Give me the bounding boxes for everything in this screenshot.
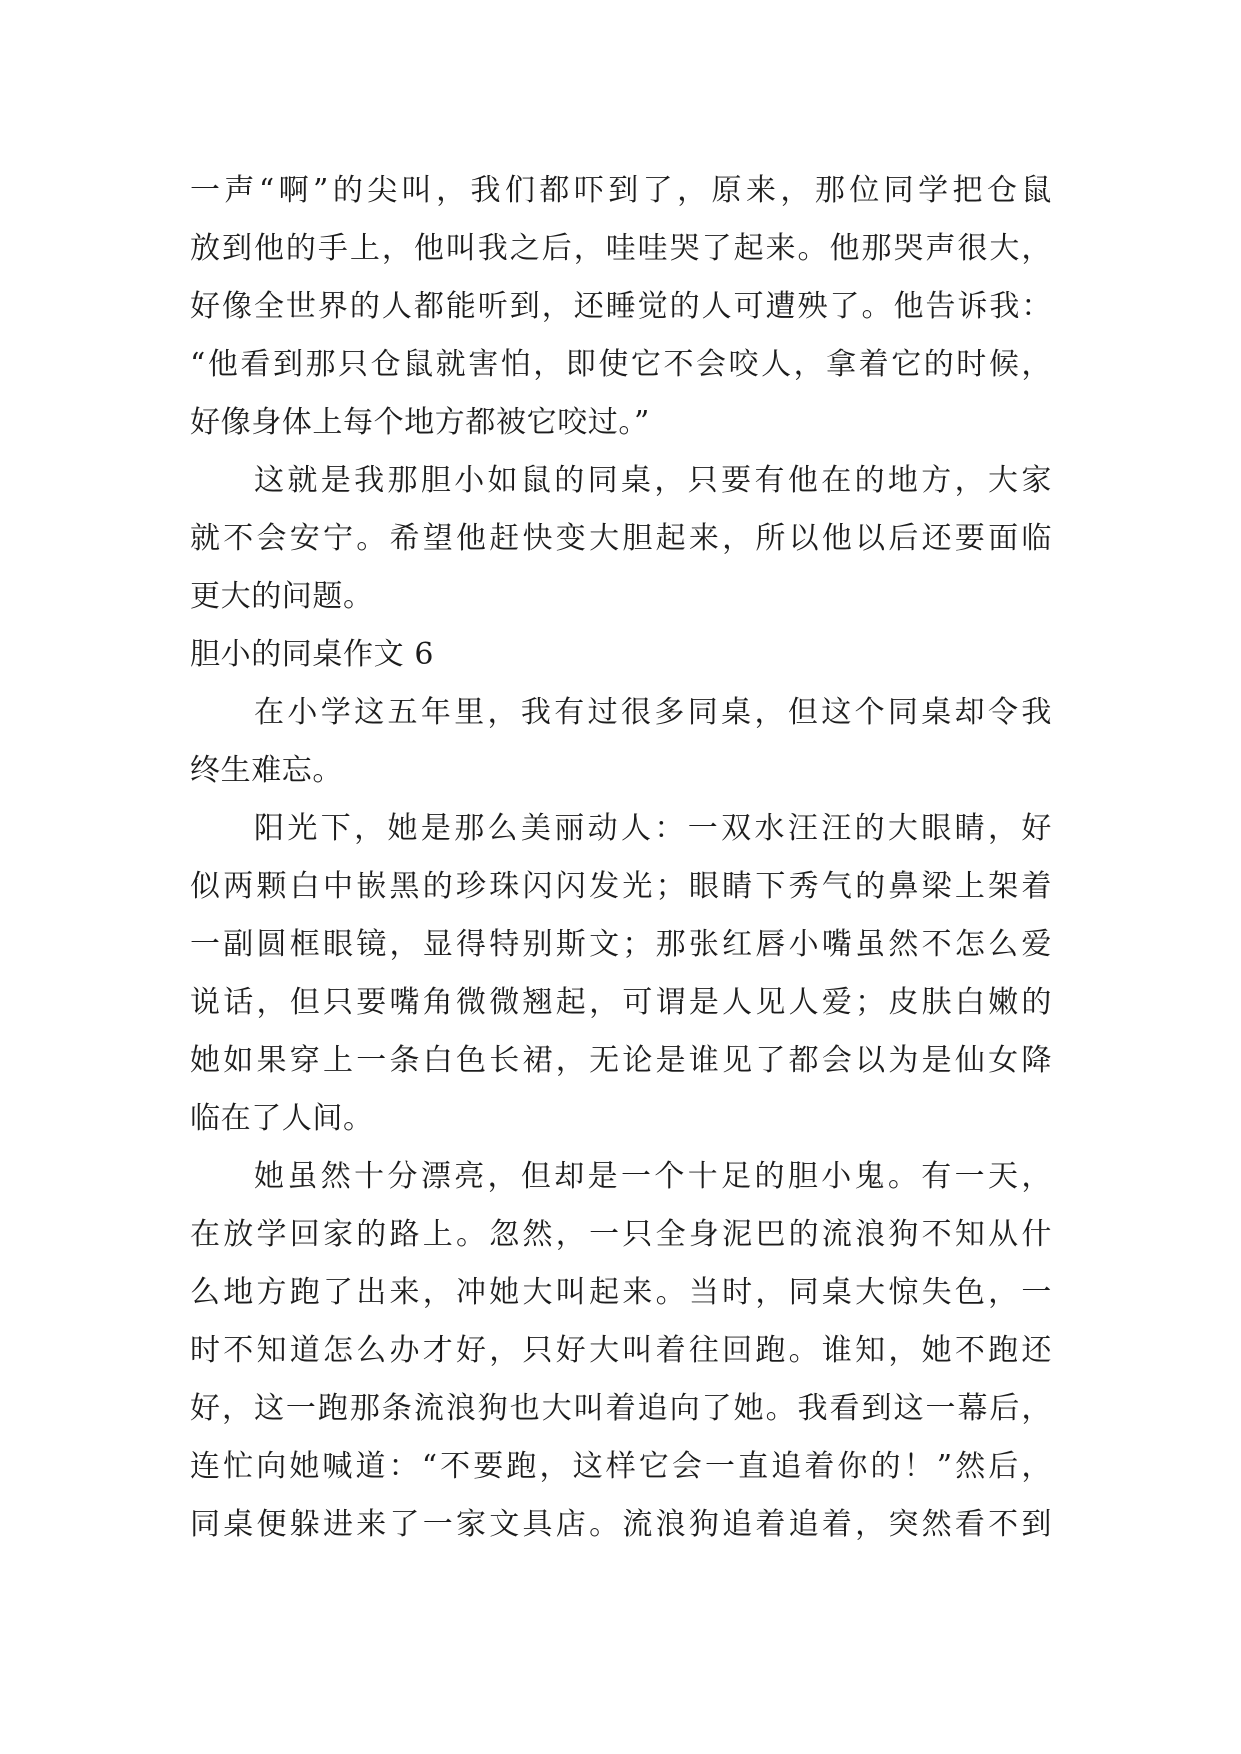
text-line: 终生难忘。 <box>190 753 343 788</box>
text-line: 一声“啊”的尖叫，我们都吓到了，原来，那位同学把仓鼠 <box>190 173 1052 208</box>
text-line: 在放学回家的路上。忽然，一只全身泥巴的流浪狗不知从什 <box>190 1217 1052 1252</box>
text-line: “他看到那只仓鼠就害怕，即使它不会咬人，拿着它的时候， <box>190 347 1052 382</box>
text-line: 似两颗白中嵌黑的珍珠闪闪发光；眼睛下秀气的鼻梁上架着 <box>190 869 1052 904</box>
document-page <box>190 162 1052 1554</box>
paragraph-first-line: 阳光下，她是那么美丽动人：一双水汪汪的大眼睛，好 <box>254 811 1052 846</box>
section-heading: 胆小的同桌作文 6 <box>190 637 435 672</box>
text-line: 么地方跑了出来，冲她大叫起来。当时，同桌大惊失色，一 <box>190 1275 1052 1310</box>
text-line: 好像全世界的人都能听到，还睡觉的人可遭殃了。他告诉我： <box>190 289 1052 324</box>
text-line: 一副圆框眼镜，显得特别斯文；那张红唇小嘴虽然不怎么爱 <box>190 927 1052 962</box>
text-line: 她如果穿上一条白色长裙，无论是谁见了都会以为是仙女降 <box>190 1043 1052 1078</box>
text-line: 更大的问题。 <box>190 579 374 614</box>
text-line: 临在了人间。 <box>190 1101 374 1136</box>
paragraph-first-line: 这就是我那胆小如鼠的同桌，只要有他在的地方，大家 <box>254 463 1052 498</box>
text-line: 就不会安宁。希望他赶快变大胆起来，所以他以后还要面临 <box>190 521 1052 556</box>
text-line: 放到他的手上，他叫我之后，哇哇哭了起来。他那哭声很大， <box>190 231 1052 266</box>
text-line: 好，这一跑那条流浪狗也大叫着追向了她。我看到这一幕后， <box>190 1391 1052 1426</box>
text-line: 说话，但只要嘴角微微翘起，可谓是人见人爱；皮肤白嫩的 <box>190 985 1052 1020</box>
text-line: 连忙向她喊道：“不要跑，这样它会一直追着你的！”然后， <box>190 1449 1052 1484</box>
paragraph-first-line: 她虽然十分漂亮，但却是一个十足的胆小鬼。有一天， <box>254 1159 1052 1194</box>
text-line: 好像身体上每个地方都被它咬过。” <box>190 405 650 440</box>
text-line: 同桌便躲进来了一家文具店。流浪狗追着追着，突然看不到 <box>190 1507 1052 1542</box>
paragraph-first-line: 在小学这五年里，我有过很多同桌，但这个同桌却令我 <box>254 695 1052 730</box>
text-line: 时不知道怎么办才好，只好大叫着往回跑。谁知，她不跑还 <box>190 1333 1052 1368</box>
